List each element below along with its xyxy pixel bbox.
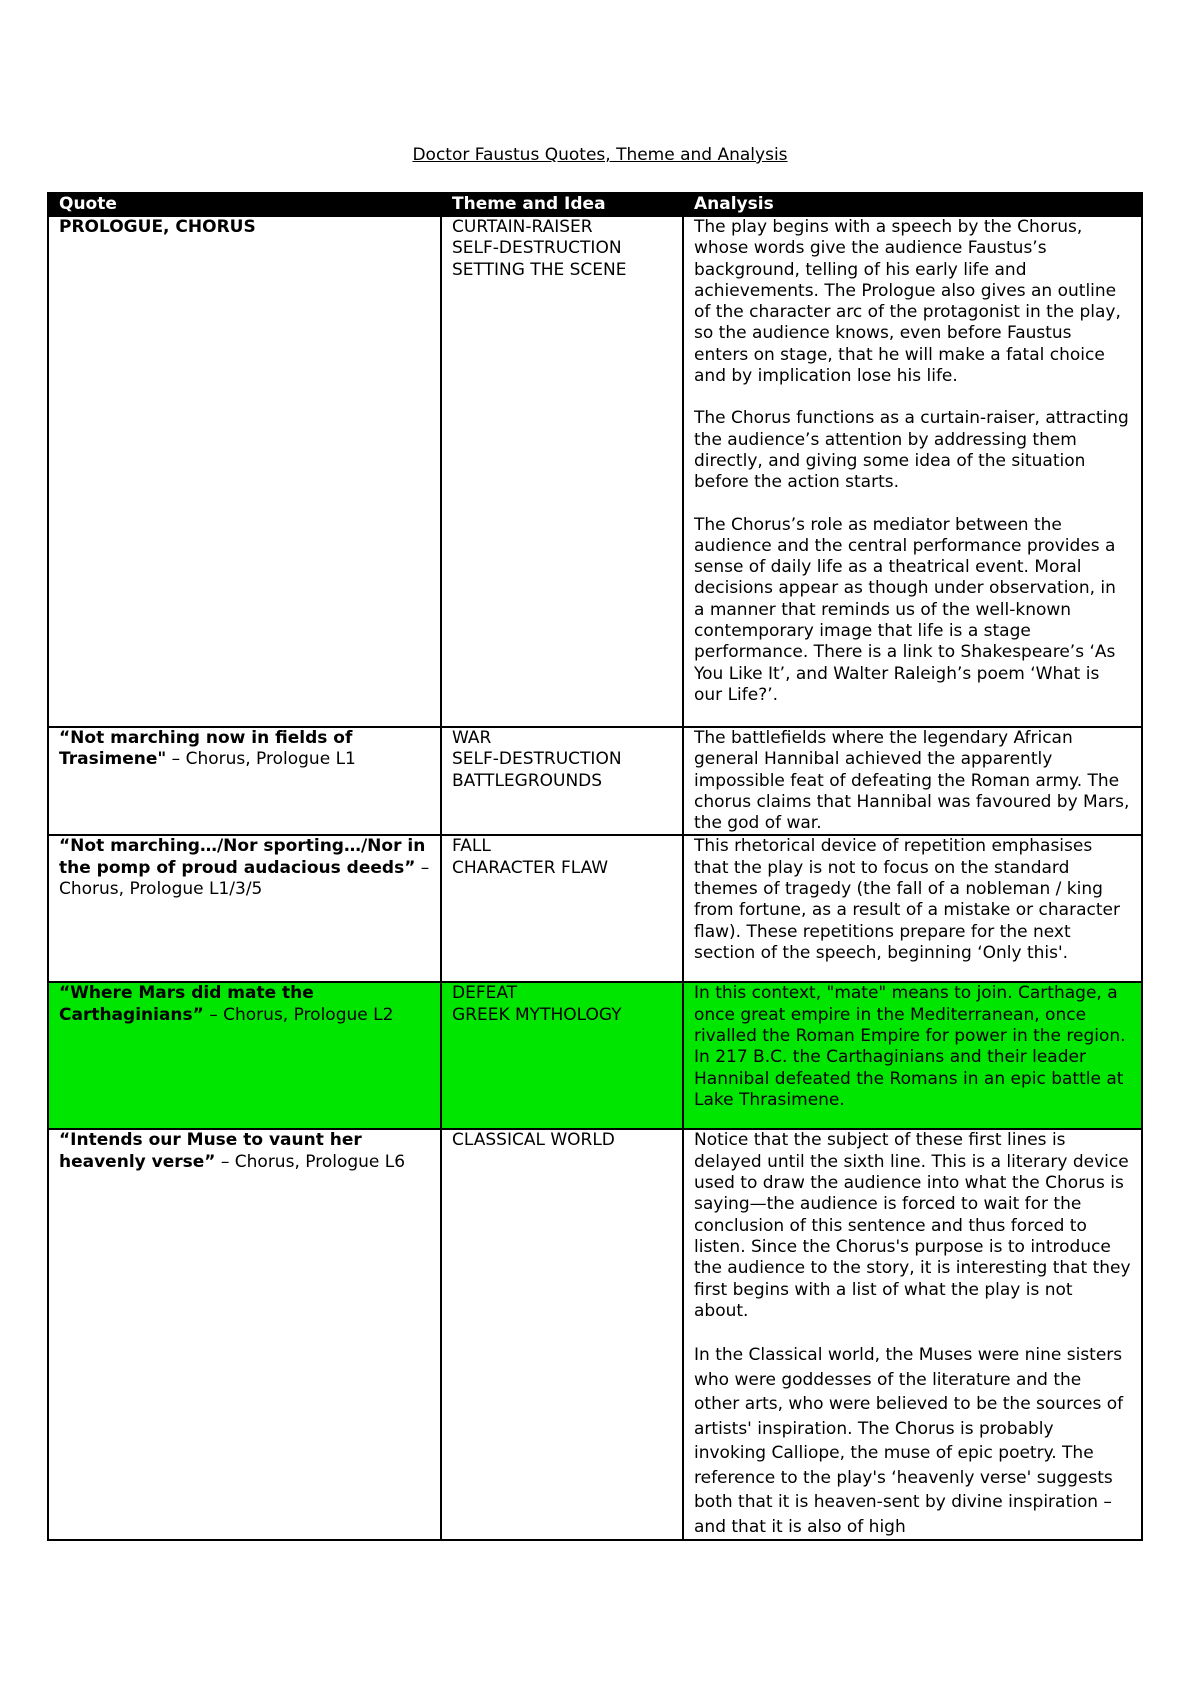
analysis-cell (683, 835, 1142, 982)
theme-cell (441, 982, 683, 1129)
quote-text: “Not marching…/Nor sporting…/Nor in the pomp of proud audacious deeds” (59, 836, 426, 878)
table-row-highlighted (48, 982, 1142, 1129)
theme-label: CURTAIN-RAISER (452, 217, 593, 237)
theme-label: CHARACTER FLAW (452, 857, 609, 878)
page-title: Doctor Faustus Quotes, Theme and Analysis (412, 145, 788, 165)
header-analysis: Analysis (683, 193, 1142, 216)
header-quote: Quote (48, 193, 441, 216)
quote-source: – Chorus, Prologue L6 (215, 1151, 406, 1172)
quote-cell (48, 727, 441, 835)
analysis-paragraph: The battlefields where the legendary African general Hannibal achieved the apparently impossible feat of defeating the Roman army. The chorus claims that Hannibal was favoured by Mars, the god of war. (694, 728, 1130, 834)
table-header-row (48, 193, 1142, 216)
theme-label: SETTING THE SCENE (452, 259, 627, 280)
theme-label: DEFEAT (452, 983, 518, 1004)
theme-label: FALL (452, 836, 491, 857)
analysis-paragraph: In this context, "mate" means to join. Carthage, a once great empire in the Mediterranean, once rivalled the Roman Empire for power in the region. In 217 B.C. the Carthaginians and their leader Hannibal defeated the Romans in an epic battle at Lake Thrasimene. (694, 983, 1126, 1110)
analysis-cell (683, 982, 1142, 1129)
analysis-paragraph: Notice that the subject of these first lines is delayed until the sixth line. This is a literary device used to draw the audience into what the Chorus is saying—the audience is forced to wait for the conclusion of this sentence and thus forced to listen. Since the Chorus's purpose is to introduce the audience to the story, it is interesting that they first begins with a list of what the play is not about. (694, 1130, 1131, 1321)
theme-label: WAR (452, 728, 492, 748)
analysis-paragraph: In the Classical world, the Muses were nine sisters who were goddesses of the literature and the other arts, who were believed to be the sources of artists' inspiration. The Chorus is probably invoking Calliope, the muse of epic poetry. The reference to the play's ‘heavenly verse' suggests both that it is heaven-sent by divine inspiration – and that it is also of high (694, 1345, 1124, 1537)
analysis-paragraph: The Chorus’s role as mediator between the audience and the central performance provides a sense of daily life as a theatrical event. Moral decisions appear as though under observation, in a manner that reminds us of the well-known contemporary image that life is a stage performance. There is a link to Shakespeare’s ‘As You Like It’, and Walter Raleigh’s poem ‘What is our Life?’. (694, 514, 1116, 705)
quote-text: “Not marching now in fields of Trasimene" (59, 728, 353, 770)
quote-source: – Chorus, Prologue L2 (203, 1004, 394, 1025)
quote-cell (48, 1129, 441, 1540)
theme-label: BATTLEGROUNDS (452, 770, 603, 791)
table-row (48, 727, 1142, 835)
analysis-paragraph: This rhetorical device of repetition emphasises that the play is not to focus on the standard themes of tragedy (the fall of a nobleman / king from fortune, as a result of a mistake or character flaw). These repetitions prepare for the next section of the speech, beginning ‘Only this'. (694, 836, 1120, 963)
theme-label: CLASSICAL WORLD (452, 1130, 615, 1151)
quote-cell (48, 982, 441, 1129)
quote-text: “Where Mars did mate the Carthaginians” (59, 983, 314, 1025)
quote-cell (48, 835, 441, 982)
theme-label: GREEK MYTHOLOGY (452, 1004, 622, 1025)
analysis-cell (683, 1129, 1142, 1540)
quotes-table (47, 192, 1143, 1541)
table-row (48, 835, 1142, 982)
quote-source: – Chorus, Prologue L1/3/5 (59, 857, 430, 900)
analysis-cell (683, 727, 1142, 835)
theme-cell (441, 835, 683, 982)
analysis-paragraph: The Chorus functions as a curtain-raiser, attracting the audience’s attention by addressing them directly, and giving some idea of the situation before the action starts. (694, 408, 1129, 493)
theme-cell (441, 727, 683, 835)
analysis-paragraph: The play begins with a speech by the Chorus, whose words give the audience Faustus’s background, telling of his early life and achievements. The Prologue also gives an outline of the character arc of the protagonist in the play, so the audience knows, even before Faustus enters on stage, that he will make a fatal choice and by implication lose his life. (694, 217, 1121, 387)
theme-cell (441, 216, 683, 727)
theme-label: SELF-DESTRUCTION (452, 749, 622, 770)
theme-cell (441, 1129, 683, 1540)
analysis-cell (683, 216, 1142, 727)
quote-source: – Chorus, Prologue L1 (166, 749, 356, 770)
quote-text: “Intends our Muse to vaunt her heavenly verse” (59, 1130, 362, 1172)
quote-cell (48, 216, 441, 727)
table-row (48, 216, 1142, 727)
header-theme: Theme and Idea (441, 193, 683, 216)
quote-text: PROLOGUE, CHORUS (59, 217, 256, 237)
table-row (48, 1129, 1142, 1540)
theme-label: SELF-DESTRUCTION (452, 238, 622, 259)
